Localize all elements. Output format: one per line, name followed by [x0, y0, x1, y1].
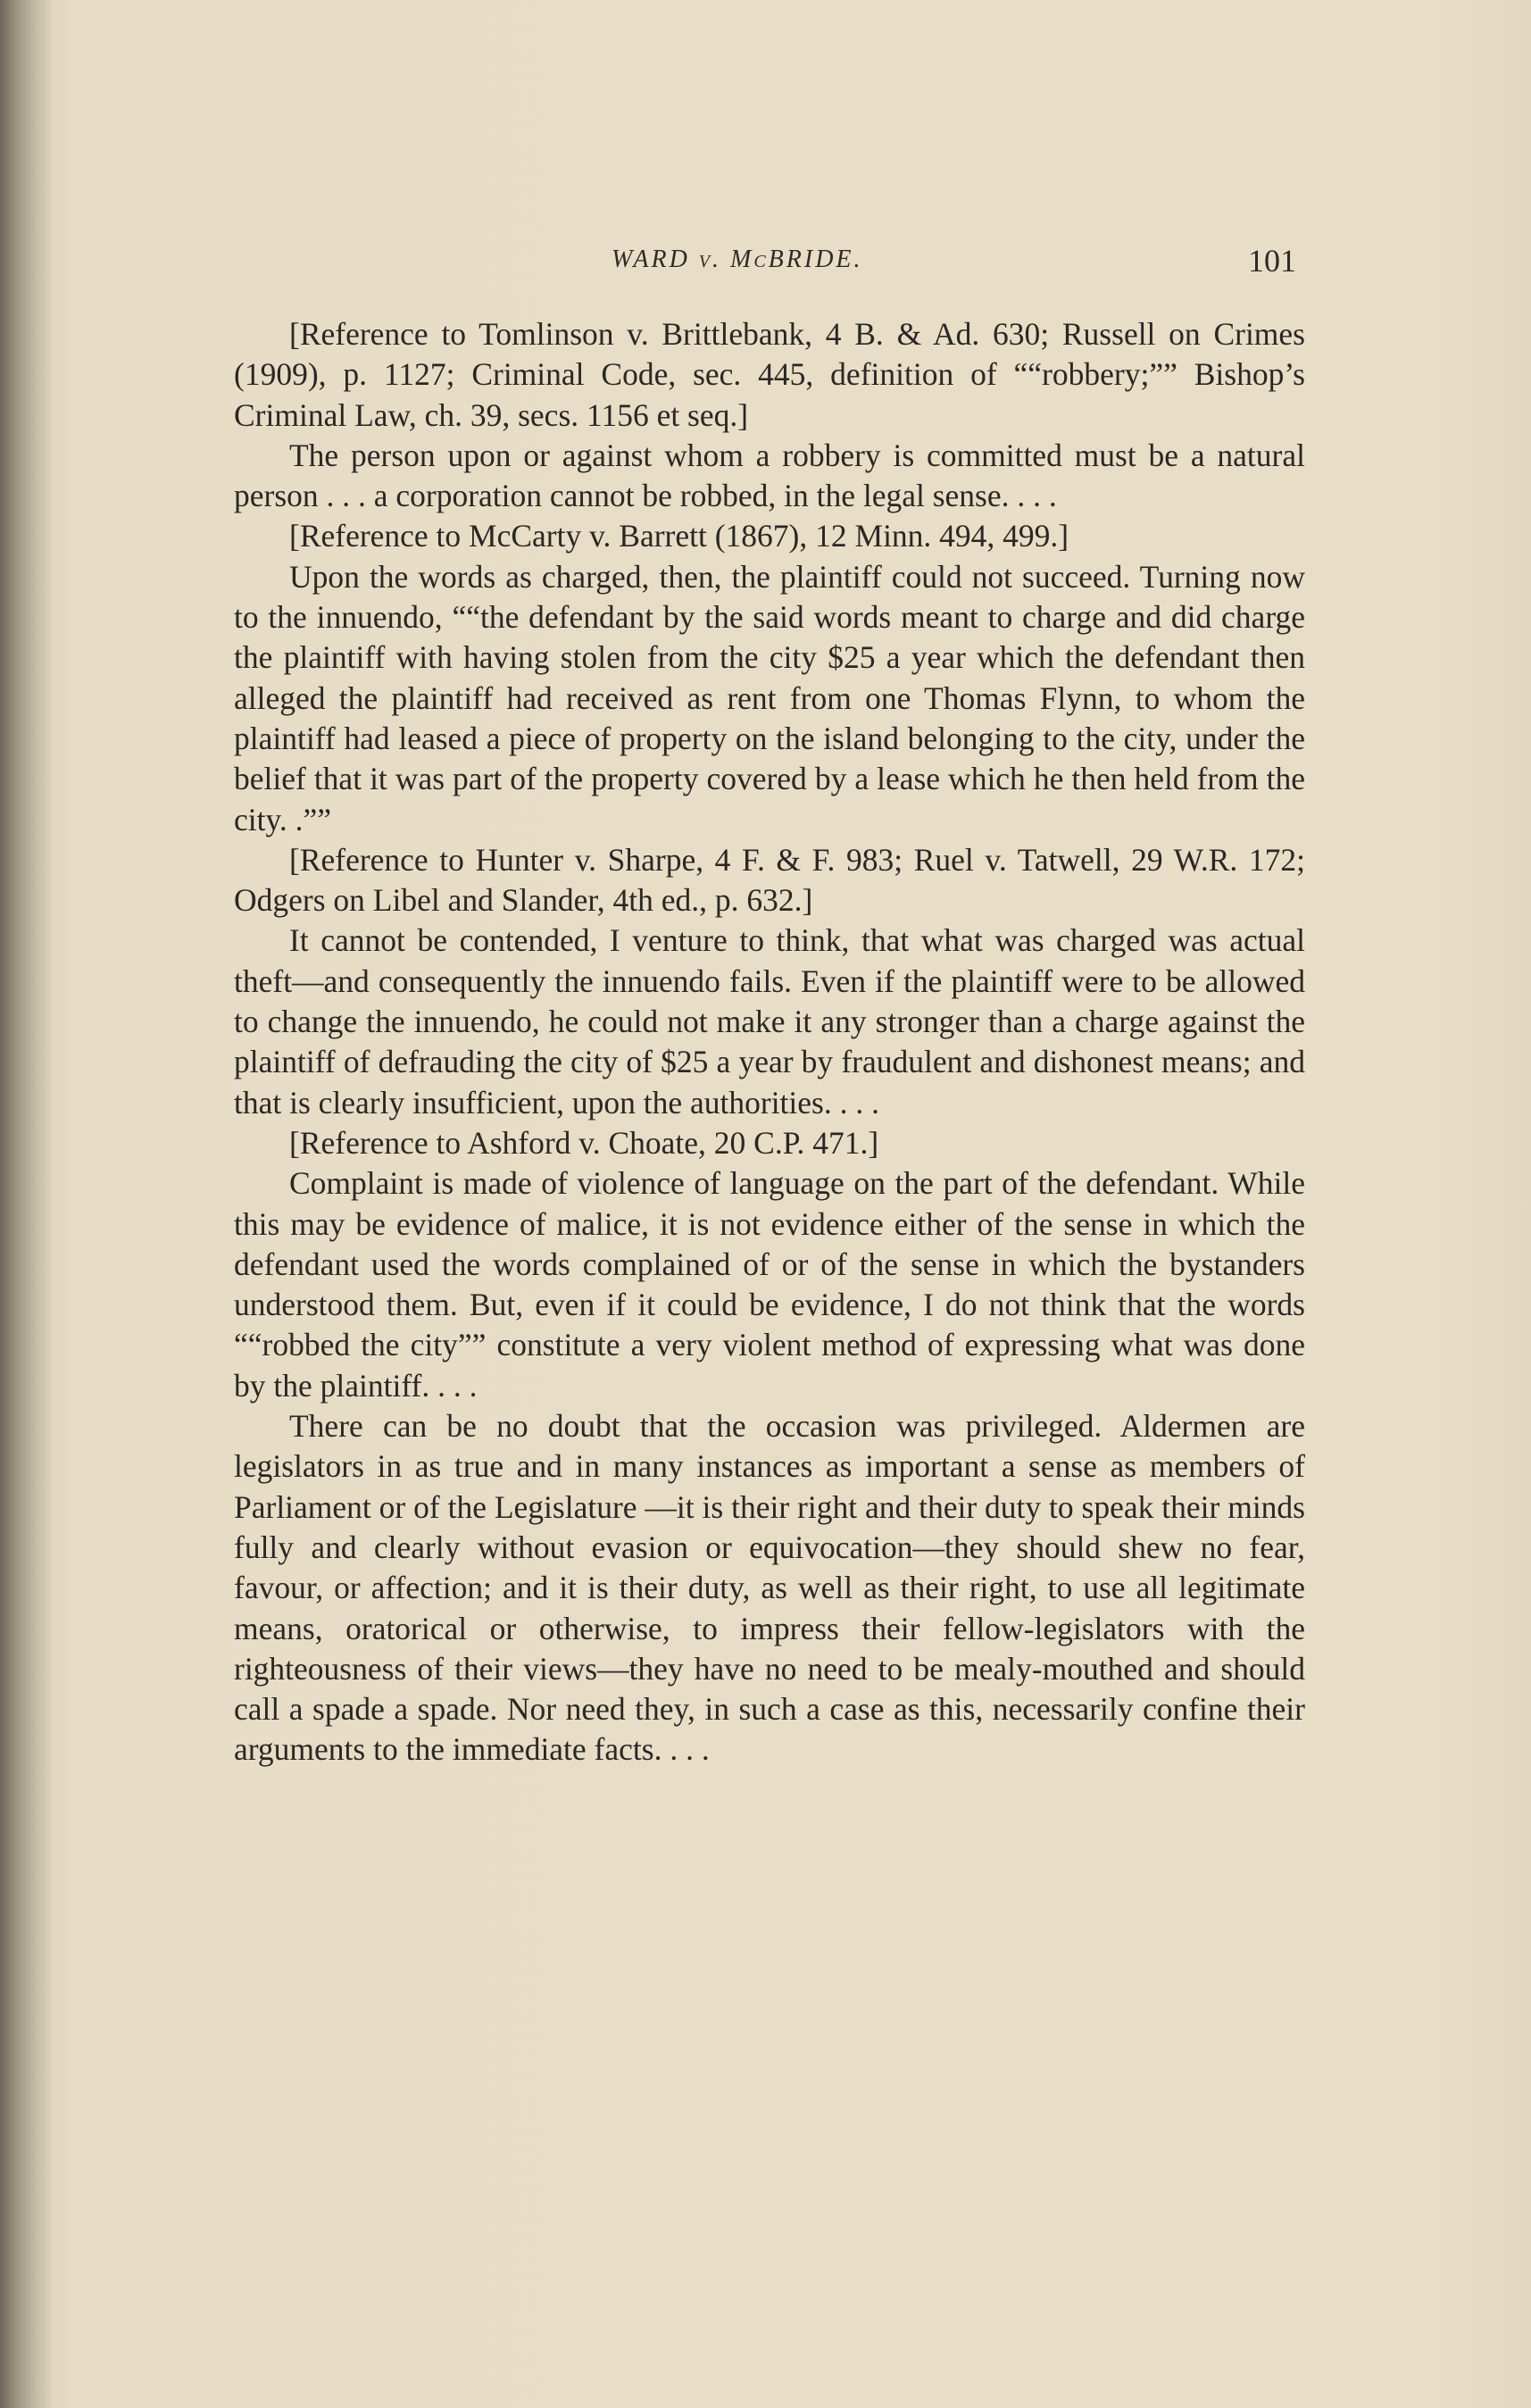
paragraph-reference-hunter: [Reference to Hunter v. Sharpe, 4 F. & F. 983; Ruel v. Tatwell, 29 W.R. 172; Odgers on Libel and Slander, 4th ed., p. 632.]	[234, 841, 1305, 919]
running-title: WARD v. McBRIDE.	[612, 246, 863, 273]
paragraph-privileged-occasion: There can be no doubt that the occasion was privileged. Aldermen are legislators in as true and in many instances as important a sense as members of Parliament or of the Legislature —it is their right and their duty to speak their minds fully and clearly without evasion or equivocation—they should shew no fear, favour, or affection; and it is their duty, as well as their right, to use all legitimate means, oratorical or otherwise, to impress their fellow-legislators with the righteousness of their views—they have no need to be mealy-mouthed and should call a spade a spade. Nor need they, in such a case as this, necessarily confine their arguments to the immediate facts. . . .	[234, 1408, 1305, 1768]
paragraph-actual-theft: It cannot be contended, I venture to think, that what was charged was actual theft—and consequently the innuendo fails. Even if the plaintiff were to be allowed to change the innuendo, he could not make it any stronger than a charge against the plaintiff of defrauding the city of $25 a year by fraudulent and dishonest means; and that is clearly insufficient, upon the authorities. . . .	[234, 922, 1305, 1121]
paragraph-reference-tomlinson: [Reference to Tomlinson v. Brittlebank, 4 B. & Ad. 630; Russell on Crimes (1909), p. 1127; Criminal Code, sec. 445, definition of ““robbery;”” Bishop’s Criminal Law, ch. 39, secs. 1156 et seq.]	[234, 316, 1305, 433]
running-head	[0, 243, 1531, 290]
paragraph-reference-ashford: [Reference to Ashford v. Choate, 20 C.P. 471.]	[289, 1124, 879, 1161]
paragraph-natural-person: The person upon or against whom a robbery is committed must be a natural person . . . a corporation cannot be robbed, in the legal sense. . . .	[234, 437, 1305, 514]
paragraph-innuendo: Upon the words as charged, then, the plaintiff could not succeed. Turning now to the innuendo, ““the defendant by the said words meant to charge and did charge the plaintiff with having stolen from the city $25 a year which the defendant then alleged the plaintiff had received as rent from one Thomas Flynn, to whom the plaintiff had leased a piece of property on the island belonging to the city, under the belief that it was part of the property covered by a lease which he then held from the city. .””	[234, 558, 1305, 837]
page-number: 101	[1248, 243, 1296, 279]
paragraph-reference-mccarty: [Reference to McCarty v. Barrett (1867), 12 Minn. 494, 499.]	[289, 518, 1069, 554]
body-text	[234, 314, 1305, 1771]
paragraph-violence-of-language: Complaint is made of violence of language on the part of the defendant. While this may be evidence of malice, it is not evidence either of the sense in which the defendant used the words complained of or of the sense in which the bystanders understood them. But, even if it could be evidence, I do not think that the words ““robbed the city”” constitute a very violent method of expressing what was done by the plaintiff. . . .	[234, 1165, 1305, 1404]
spine-shadow	[0, 0, 54, 2408]
